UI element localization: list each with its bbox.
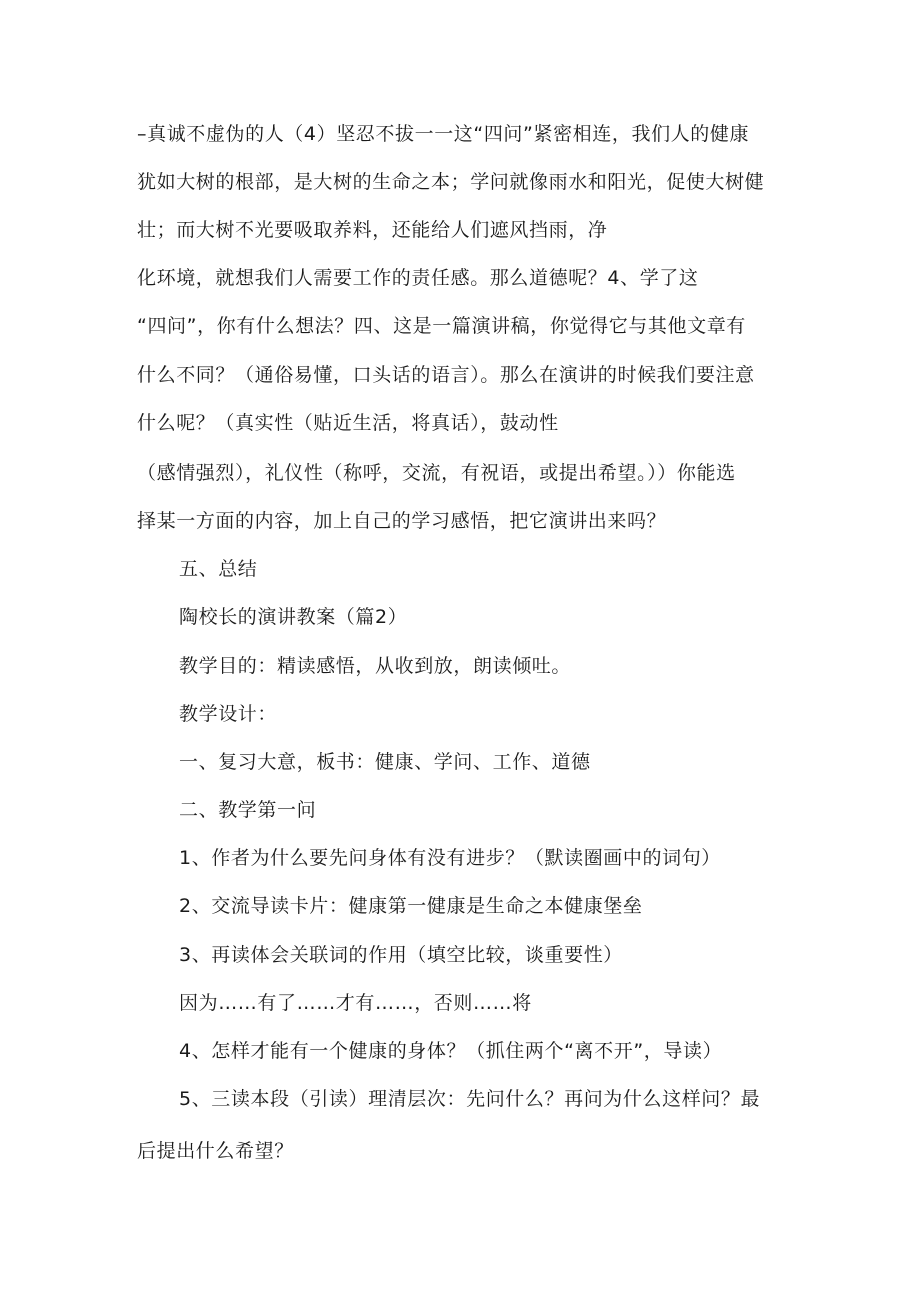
section-heading-summary: 五、总结 [179,558,258,580]
list-item-2: 2、交流导读卡片：健康第一健康是生命之本健康堡垒 [179,895,643,917]
fill-in-sentence: 因为……有了……才有……，否则……将 [179,992,532,1014]
article-title: 陶校长的演讲教案（篇2） [179,606,408,628]
paragraph-line-6: 什么不同？（通俗易懂，口头话的语言）。那么在演讲的时候我们要注意 [137,364,755,386]
step-two-heading: 二、教学第一问 [179,799,317,821]
list-item-4: 4、怎样才能有一个健康的身体？（抓住两个“离不开”，导读） [179,1040,723,1062]
paragraph-line-7: 什么呢？（真实性（贴近生活，将真话），鼓动性 [137,412,559,434]
paragraph-line-2: 犹如大树的根部，是大树的生命之本；学问就像雨水和阳光，促使大树健 [137,171,765,193]
paragraph-line-8: （感情强烈），礼仪性（称呼，交流，有祝语，或提出希望。））你能选 [137,462,736,484]
paragraph-line-3: 壮；而大树不光要吸取养料，还能给人们遮风挡雨，净 [137,219,608,241]
step-one-review: 一、复习大意，板书：健康、学问、工作、道德 [179,751,591,773]
paragraph-line-1: –真诚不虚伪的人（4）坚忍不拔一一这“四问”紧密相连，我们人的健康 [137,123,750,145]
list-item-5: 5、三读本段（引读）理清层次：先问什么？再问为什么这样问？最 [179,1088,761,1110]
list-item-1: 1、作者为什么要先问身体有没有进步？（默读圈画中的词句） [179,847,721,869]
list-item-5-continued: 后提出什么希望？ [137,1140,294,1162]
paragraph-line-4: 化环境，就想我们人需要工作的责任感。那么道德呢？4、学了这 [137,267,699,289]
teaching-design-heading: 教学设计： [179,703,278,725]
paragraph-line-9: 择某一方面的内容，加上自己的学习感悟，把它演讲出来吗？ [137,510,667,532]
list-item-3: 3、再读体会关联词的作用（填空比较，谈重要性） [179,944,623,966]
teaching-goal: 教学目的：精读感悟，从收到放，朗读倾吐。 [179,655,572,677]
paragraph-line-5: “四问”，你有什么想法？四、这是一篇演讲稿，你觉得它与其他文章有 [137,315,746,337]
